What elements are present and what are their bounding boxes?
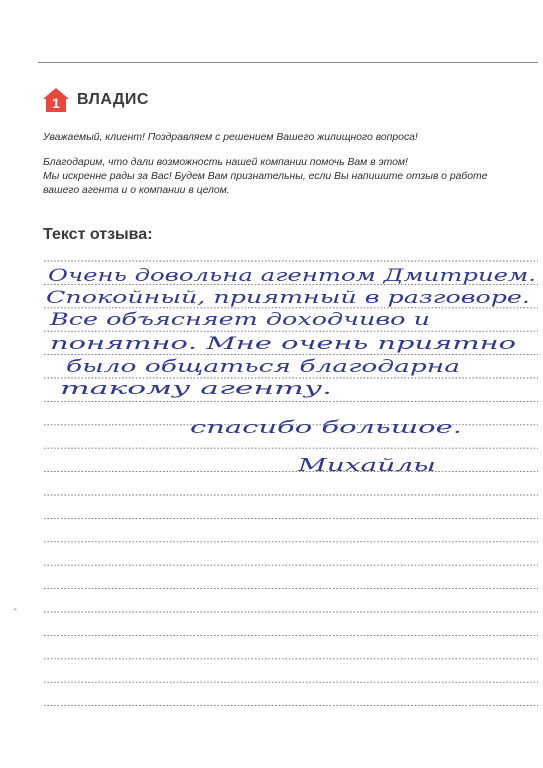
greeting-text: Уважаемый, клиент! Поздравляем с решением Вашего жилищного вопроса! bbox=[43, 132, 418, 143]
request-text-line2: вашего агента и о компании в целом. bbox=[43, 185, 230, 196]
handwriting-thanks: спасибо большое. bbox=[190, 418, 462, 438]
handwritten-signature: Михайлы bbox=[296, 455, 436, 476]
brand-name: ВЛАДИС bbox=[77, 91, 149, 108]
handwriting-line-4: понятно. Мне очень приятно bbox=[50, 334, 516, 354]
handwriting-line-1: Очень довольна агентом Дмитрием. bbox=[48, 266, 536, 286]
thanks-text: Благодарим, что дали возможность нашей компании помочь Вам в этом! bbox=[43, 157, 408, 168]
handwriting-line-6: такому агенту. bbox=[60, 379, 332, 399]
handwriting-line-5: было общаться благодарна bbox=[66, 357, 460, 377]
review-title: Текст отзыва: bbox=[43, 226, 153, 243]
punch-hole-mark: • bbox=[14, 605, 17, 614]
request-text-line1: Мы искренне рады за Вас! Будем Вам признательны, если Вы напишите отзыв о работе bbox=[43, 171, 488, 182]
handwriting-line-2: Спокойный, приятный в разговоре. bbox=[46, 288, 530, 308]
handwriting-line-3: Все объясняет доходчиво и bbox=[48, 310, 430, 330]
logo-digit: 1 bbox=[52, 95, 60, 111]
